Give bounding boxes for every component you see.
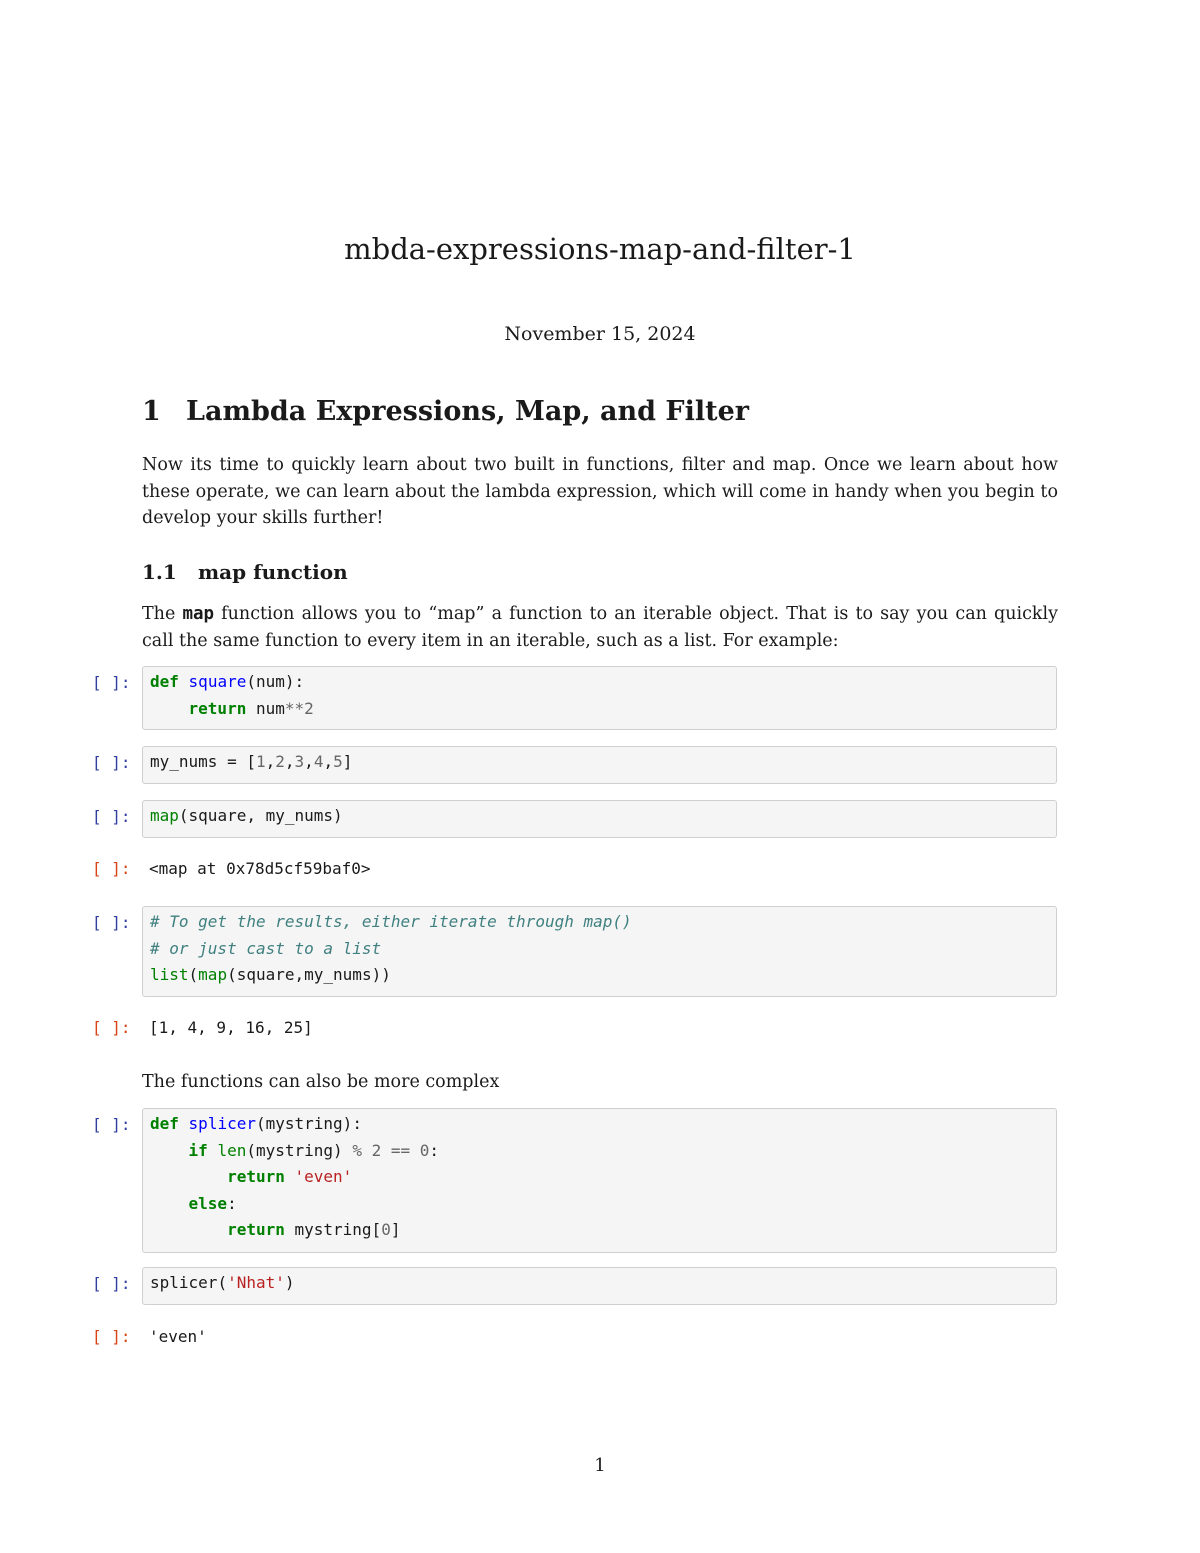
complex-note: The functions can also be more complex bbox=[142, 1072, 500, 1092]
code-text: def splicer(mystring): if len(mystring) % 2 == 0: return 'even' else: return mystring[0] bbox=[150, 1114, 440, 1239]
output-prompt: [ ]: bbox=[92, 1327, 131, 1346]
page-number: 1 bbox=[594, 1455, 606, 1476]
input-prompt: [ ]: bbox=[92, 673, 131, 692]
code-text: my_nums = [1,2,3,4,5] bbox=[150, 752, 353, 771]
cell-output-even: 'even' bbox=[149, 1327, 207, 1346]
subsection-title: map function bbox=[198, 560, 348, 584]
output-prompt: [ ]: bbox=[92, 1018, 131, 1037]
map-term: map bbox=[182, 604, 215, 624]
input-prompt: [ ]: bbox=[92, 753, 131, 772]
code-cell-map-call[interactable] bbox=[142, 800, 1057, 838]
code-cell-splicer-def[interactable] bbox=[142, 1108, 1057, 1253]
code-cell-splicer-call[interactable] bbox=[142, 1267, 1057, 1305]
output-prompt: [ ]: bbox=[92, 859, 131, 878]
cell-output-list: [1, 4, 9, 16, 25] bbox=[149, 1018, 313, 1037]
code-cell-list-map[interactable] bbox=[142, 906, 1057, 997]
section-title: Lambda Expressions, Map, and Filter bbox=[186, 396, 749, 427]
code-text: splicer('Nhat') bbox=[150, 1273, 295, 1292]
section-heading bbox=[142, 396, 749, 427]
section-number: 1 bbox=[142, 396, 161, 427]
code-text: def square(num): return num**2 bbox=[150, 672, 314, 718]
subsection-heading bbox=[142, 560, 348, 584]
code-cell-my-nums[interactable] bbox=[142, 746, 1057, 784]
subsection-number: 1.1 bbox=[142, 560, 177, 584]
input-prompt: [ ]: bbox=[92, 1115, 131, 1134]
document-date: November 15, 2024 bbox=[504, 323, 696, 345]
code-text: # To get the results, either iterate through map() # or just cast to a list list(map(square,my_nums)) bbox=[150, 912, 632, 984]
code-cell-square[interactable] bbox=[142, 666, 1057, 730]
input-prompt: [ ]: bbox=[92, 807, 131, 826]
input-prompt: [ ]: bbox=[92, 913, 131, 932]
document-title: mbda-expressions-map-and-filter-1 bbox=[344, 232, 856, 266]
subsection-intro: The map function allows you to “map” a function to an iterable object. That is to say you can quickly call the same function to every item in an iterable, such as a list. For example: bbox=[142, 604, 1058, 651]
section-intro: Now its time to quickly learn about two built in functions, filter and map. Once we learn about how these operate, we can learn about the lambda expression, which will come in handy when you begin to develop your skills further! bbox=[142, 455, 1058, 528]
cell-output-map-object: <map at 0x78d5cf59baf0> bbox=[149, 859, 371, 878]
code-text: map(square, my_nums) bbox=[150, 806, 343, 825]
input-prompt: [ ]: bbox=[92, 1274, 131, 1293]
